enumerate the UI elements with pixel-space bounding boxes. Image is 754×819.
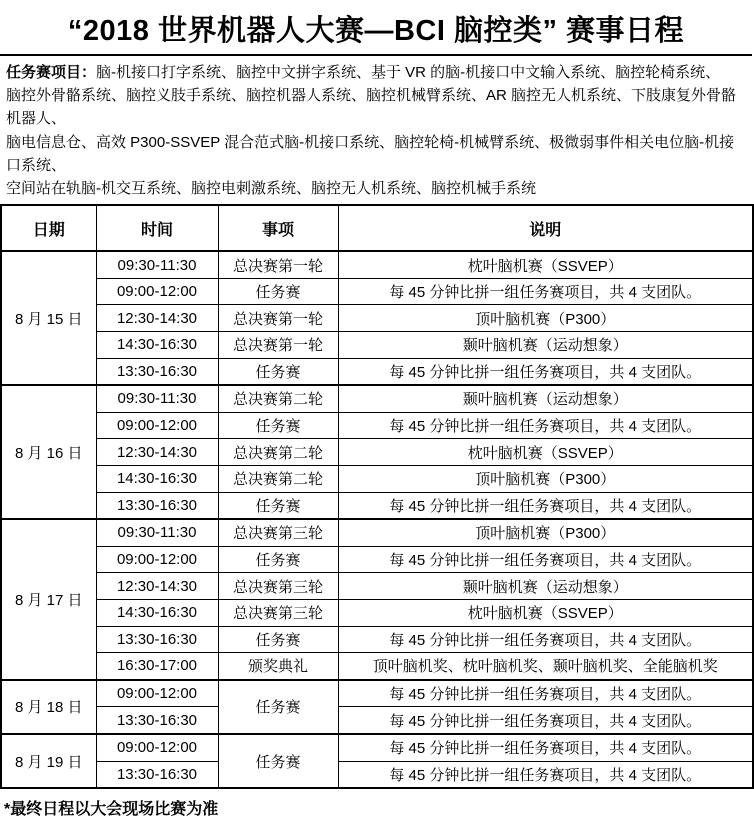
table-row bbox=[1, 761, 753, 788]
time-cell: 14:30-16:30 bbox=[96, 332, 218, 359]
desc-cell: 每 45 分钟比拼一组任务赛项目，共 4 支团队。 bbox=[338, 546, 753, 573]
time-cell: 13:30-16:30 bbox=[96, 492, 218, 519]
table-row bbox=[1, 626, 753, 653]
table-row bbox=[1, 573, 753, 600]
desc-cell: 枕叶脑机赛（SSVEP） bbox=[338, 599, 753, 626]
time-cell: 09:00-12:00 bbox=[96, 680, 218, 707]
item-cell: 总决赛第二轮 bbox=[218, 385, 338, 412]
time-cell: 09:00-12:00 bbox=[96, 546, 218, 573]
header-row bbox=[1, 205, 753, 251]
time-cell: 13:30-16:30 bbox=[96, 626, 218, 653]
desc-cell: 每 45 分钟比拼一组任务赛项目，共 4 支团队。 bbox=[338, 278, 753, 305]
task-events-paragraph bbox=[0, 56, 752, 203]
table-row bbox=[1, 653, 753, 680]
item-cell: 总决赛第三轮 bbox=[218, 573, 338, 600]
column-header-item: 事项 bbox=[218, 205, 338, 251]
desc-cell: 每 45 分钟比拼一组任务赛项目，共 4 支团队。 bbox=[338, 680, 753, 707]
column-header-desc: 说明 bbox=[338, 205, 753, 251]
time-cell: 12:30-14:30 bbox=[96, 439, 218, 466]
page-title: “2018 世界机器人大赛—BCI 脑控类” 赛事日程 bbox=[0, 0, 752, 56]
table-row bbox=[1, 707, 753, 734]
desc-cell: 颞叶脑机赛（运动想象） bbox=[338, 573, 753, 600]
column-header-date: 日期 bbox=[1, 205, 96, 251]
desc-cell: 顶叶脑机奖、枕叶脑机奖、颞叶脑机奖、全能脑机奖 bbox=[338, 653, 753, 680]
time-cell: 09:30-11:30 bbox=[96, 385, 218, 412]
column-header-time: 时间 bbox=[96, 205, 218, 251]
table-row bbox=[1, 278, 753, 305]
item-cell: 任务赛 bbox=[218, 680, 338, 734]
task-events-line-1: 脑-机接口打字系统、脑控中文拼字系统、基于 VR 的脑-机接口中文输入系统、脑控轮椅系统、 bbox=[96, 64, 721, 81]
desc-cell: 枕叶脑机赛（SSVEP） bbox=[338, 251, 753, 278]
item-cell: 任务赛 bbox=[218, 492, 338, 519]
table-row bbox=[1, 519, 753, 546]
item-cell: 总决赛第一轮 bbox=[218, 332, 338, 359]
schedule-table bbox=[0, 204, 754, 789]
item-cell: 任务赛 bbox=[218, 278, 338, 305]
table-row bbox=[1, 305, 753, 332]
table-row bbox=[1, 439, 753, 466]
table-row bbox=[1, 680, 753, 707]
time-cell: 13:30-16:30 bbox=[96, 707, 218, 734]
table-row bbox=[1, 465, 753, 492]
time-cell: 09:30-11:30 bbox=[96, 519, 218, 546]
time-cell: 09:00-12:00 bbox=[96, 734, 218, 761]
table-row bbox=[1, 599, 753, 626]
desc-cell: 每 45 分钟比拼一组任务赛项目，共 4 支团队。 bbox=[338, 412, 753, 439]
date-cell: 8 月 16 日 bbox=[1, 385, 96, 519]
time-cell: 12:30-14:30 bbox=[96, 305, 218, 332]
desc-cell: 顶叶脑机赛（P300） bbox=[338, 465, 753, 492]
time-cell: 09:30-11:30 bbox=[96, 251, 218, 278]
desc-cell: 枕叶脑机赛（SSVEP） bbox=[338, 439, 753, 466]
table-row bbox=[1, 734, 753, 761]
item-cell: 任务赛 bbox=[218, 546, 338, 573]
item-cell: 任务赛 bbox=[218, 626, 338, 653]
table-row bbox=[1, 546, 753, 573]
item-cell: 总决赛第三轮 bbox=[218, 519, 338, 546]
task-events-line-4: 空间站在轨脑-机交互系统、脑控电刺激系统、脑控无人机系统、脑控机械手系统 bbox=[6, 180, 536, 198]
table-row bbox=[1, 385, 753, 412]
time-cell: 14:30-16:30 bbox=[96, 465, 218, 492]
time-cell: 14:30-16:30 bbox=[96, 599, 218, 626]
footnote: *最终日程以大会现场比赛为准 bbox=[4, 801, 219, 819]
table-row bbox=[1, 251, 753, 278]
time-cell: 16:30-17:00 bbox=[96, 653, 218, 680]
desc-cell: 每 45 分钟比拼一组任务赛项目，共 4 支团队。 bbox=[338, 492, 753, 519]
item-cell: 总决赛第三轮 bbox=[218, 599, 338, 626]
item-cell: 任务赛 bbox=[218, 358, 338, 385]
desc-cell: 颞叶脑机赛（运动想象） bbox=[338, 385, 753, 412]
time-cell: 12:30-14:30 bbox=[96, 573, 218, 600]
table-row bbox=[1, 332, 753, 359]
desc-cell: 每 45 分钟比拼一组任务赛项目，共 4 支团队。 bbox=[338, 626, 753, 653]
task-events-line-2: 脑控外骨骼系统、脑控义肢手系统、脑控机器人系统、脑控机械臂系统、AR 脑控无人机系统、下肢康复外骨骼机器人、 bbox=[6, 87, 737, 128]
table-row bbox=[1, 412, 753, 439]
item-cell: 总决赛第一轮 bbox=[218, 305, 338, 332]
task-events-label: 任务赛项目： bbox=[6, 64, 97, 81]
item-cell: 颁奖典礼 bbox=[218, 653, 338, 680]
desc-cell: 每 45 分钟比拼一组任务赛项目，共 4 支团队。 bbox=[338, 358, 753, 385]
item-cell: 总决赛第一轮 bbox=[218, 251, 338, 278]
date-cell: 8 月 15 日 bbox=[1, 251, 96, 385]
desc-cell: 每 45 分钟比拼一组任务赛项目，共 4 支团队。 bbox=[338, 734, 753, 761]
table-row bbox=[1, 492, 753, 519]
time-cell: 09:00-12:00 bbox=[96, 278, 218, 305]
desc-cell: 每 45 分钟比拼一组任务赛项目，共 4 支团队。 bbox=[338, 707, 753, 734]
table-row bbox=[1, 358, 753, 385]
date-cell: 8 月 19 日 bbox=[1, 734, 96, 788]
desc-cell: 颞叶脑机赛（运动想象） bbox=[338, 332, 753, 359]
time-cell: 09:00-12:00 bbox=[96, 412, 218, 439]
task-events-line-3: 脑电信息仓、高效 P300-SSVEP 混合范式脑-机接口系统、脑控轮椅-机械臂系统、极微弱事件相关电位脑-机接口系统、 bbox=[6, 133, 735, 174]
item-cell: 任务赛 bbox=[218, 412, 338, 439]
time-cell: 13:30-16:30 bbox=[96, 358, 218, 385]
date-cell: 8 月 18 日 bbox=[1, 680, 96, 734]
item-cell: 总决赛第二轮 bbox=[218, 439, 338, 466]
desc-cell: 顶叶脑机赛（P300） bbox=[338, 519, 753, 546]
date-cell: 8 月 17 日 bbox=[1, 519, 96, 680]
desc-cell: 顶叶脑机赛（P300） bbox=[338, 305, 753, 332]
time-cell: 13:30-16:30 bbox=[96, 761, 218, 788]
item-cell: 任务赛 bbox=[218, 734, 338, 788]
desc-cell: 每 45 分钟比拼一组任务赛项目，共 4 支团队。 bbox=[338, 761, 753, 788]
item-cell: 总决赛第二轮 bbox=[218, 465, 338, 492]
